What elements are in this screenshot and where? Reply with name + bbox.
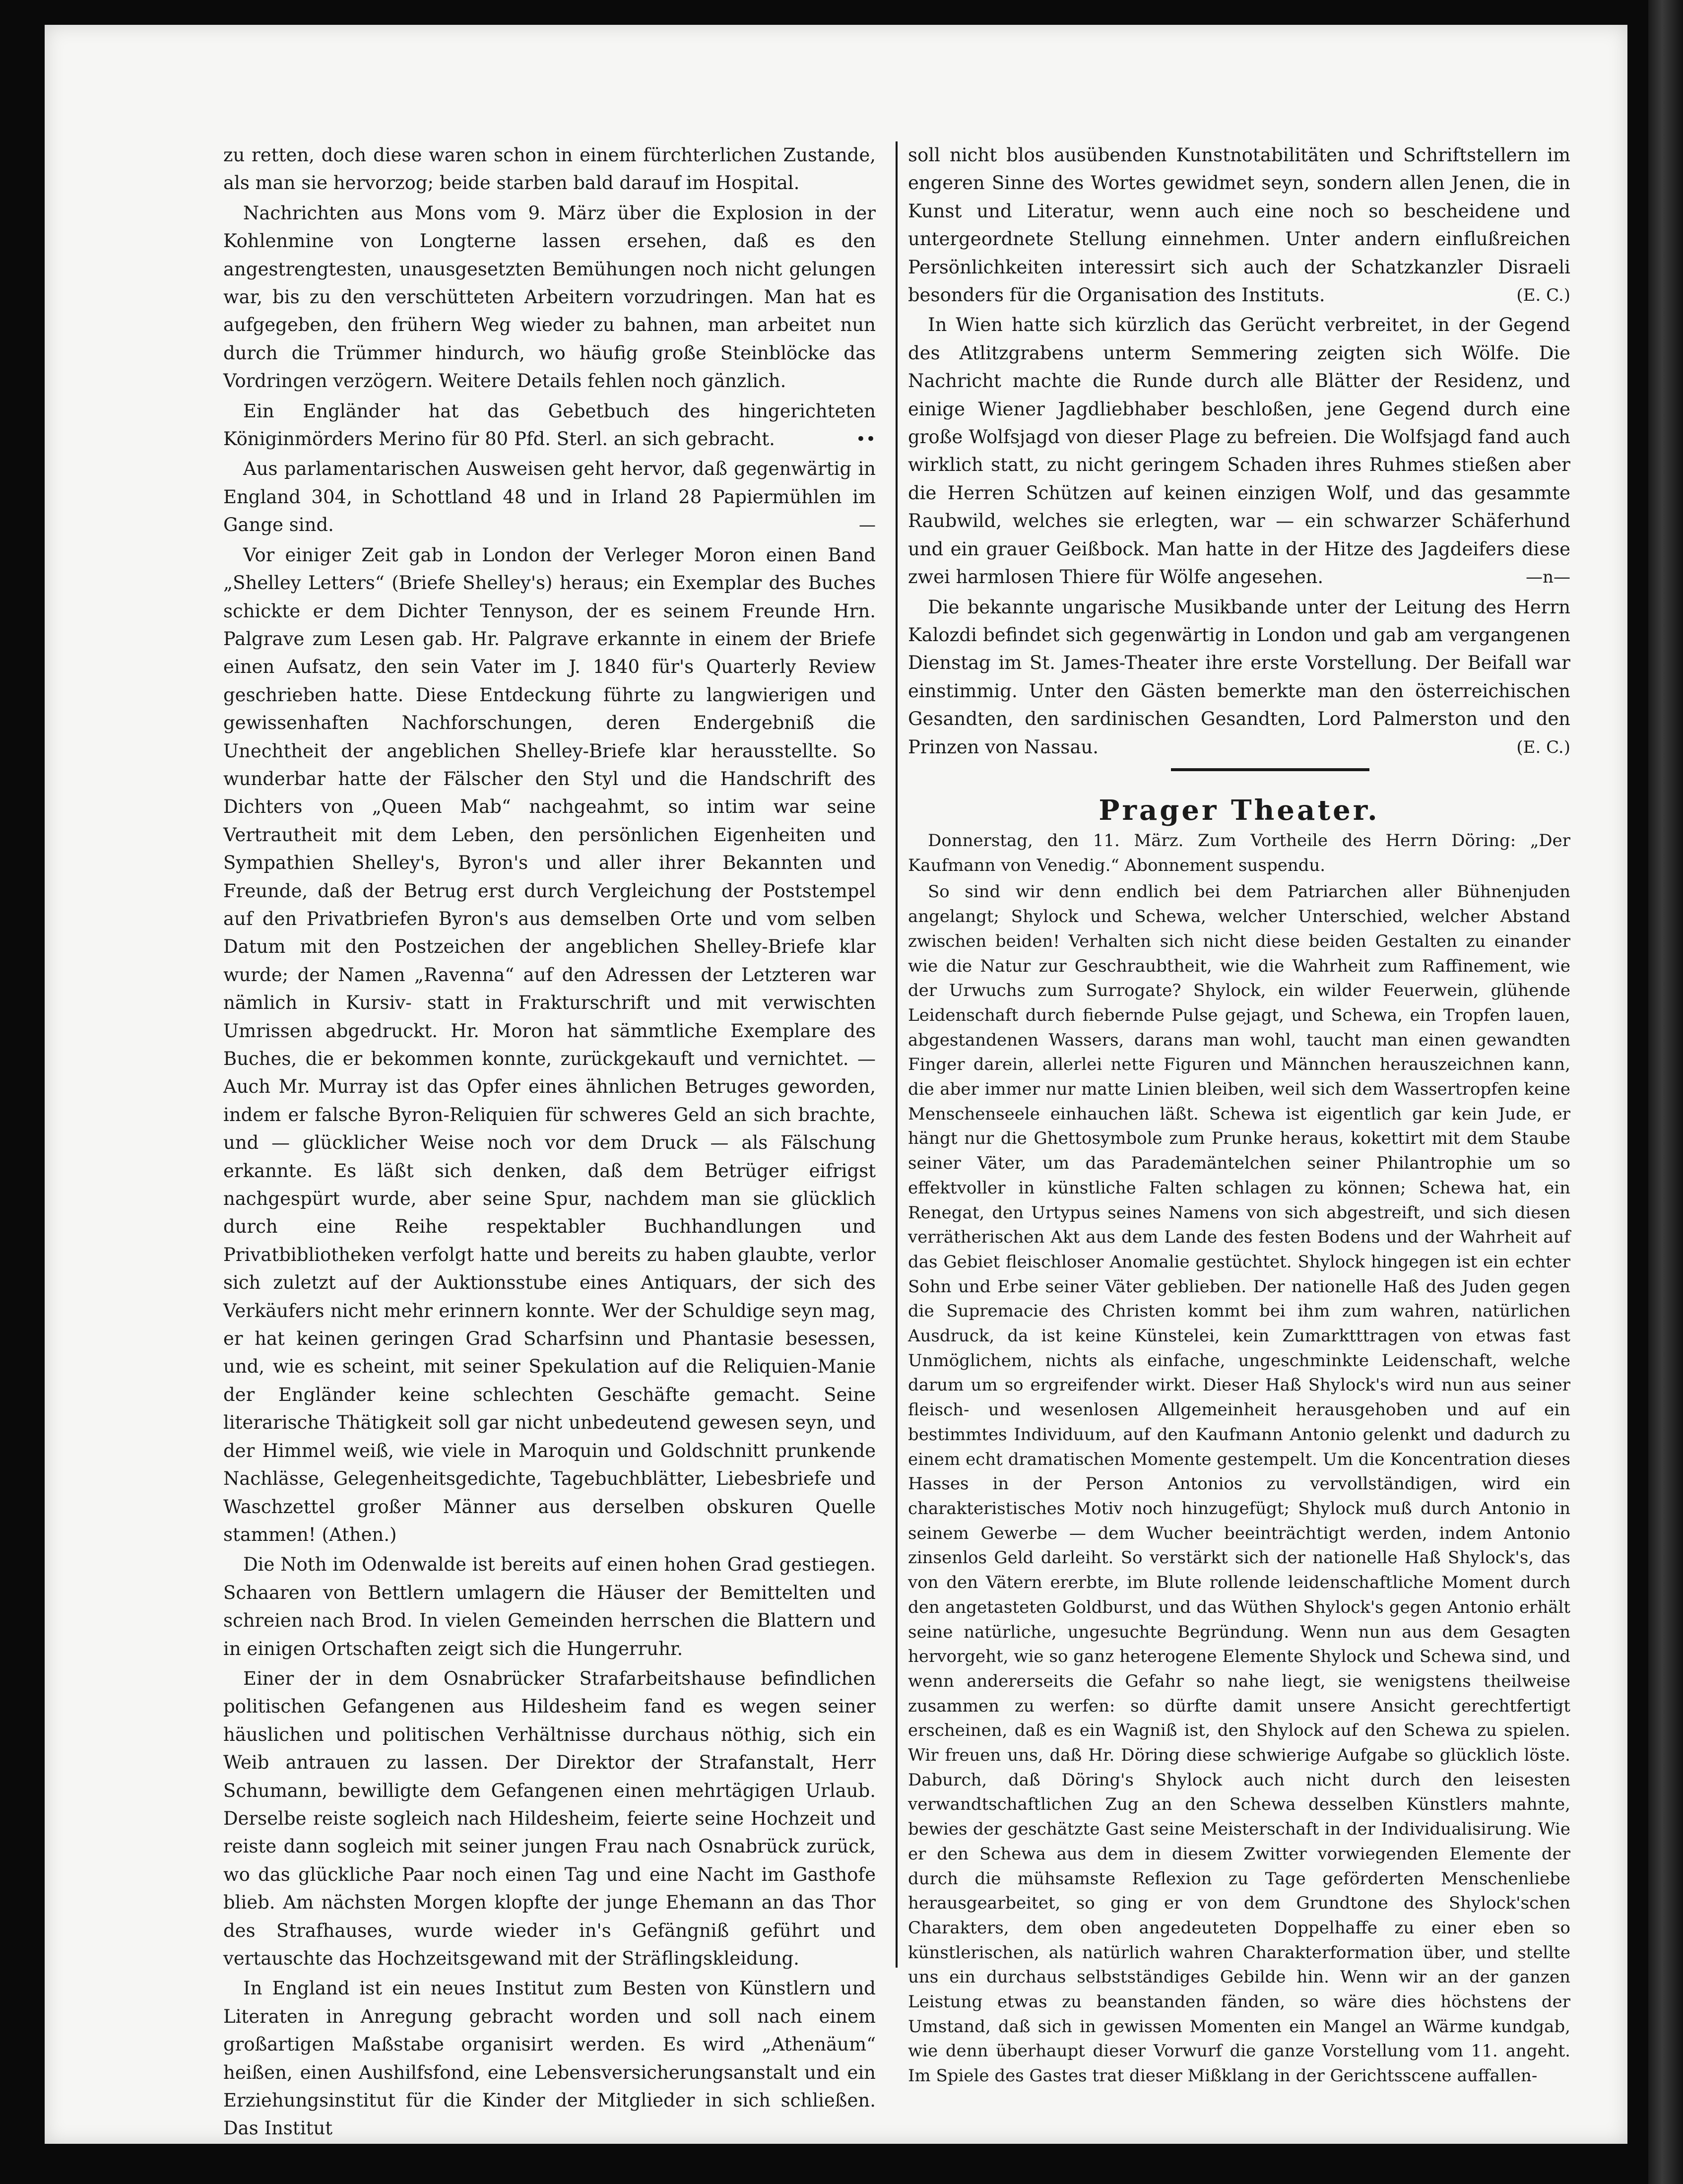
item-signature: — <box>859 515 876 535</box>
theater-intro: Donnerstag, den 11. März. Zum Vortheile des Herrn Döring: „Der Kaufmann von Venedig.“ Abonnement suspendu. <box>908 831 1570 875</box>
news-item-9: soll nicht blos ausübenden Kunstnotabilitäten und Schriftstellern im engeren Sinne des Wortes gewidmet seyn, sondern allen Jenen, die in Kunst und Literatur, wenn auch eine noch so bescheidene und untergeordnete Stellung einnehmen. Unter andern einflußreichen Persönlichkeiten interessirt sich auch der Schatzkanzler Disraeli besonders für die Organisation des Instituts. (E. C.) <box>908 141 1570 309</box>
item-signature: —n— <box>1526 567 1570 588</box>
news-item-2: Nachrichten aus Mons vom 9. März über die Explosion in der Kohlenmine von Longterne lassen ersehen, daß es den angestrengtesten, unausgesetzten Bemühungen noch nicht gelungen war, bis zu den verschütteten Arbeitern vorzudringen. Man hat es aufgegeben, den frühern Weg wieder zu bahnen, man arbeitet nun durch die Trümmer hindurch, wo häufig große Steinblöcke das Vordringen verzögern. Weitere Details fehlen noch gänzlich. <box>223 202 876 392</box>
left-column <box>223 141 876 2139</box>
news-item-1: zu retten, doch diese waren schon in einem fürchterlichen Zustande, als man sie hervorzog; beide starben bald darauf im Hospital. <box>223 144 876 194</box>
right-column-news <box>908 141 1570 767</box>
theater-body: So sind wir denn endlich bei dem Patriarchen aller Bühnenjuden angelangt; Shylock und Schewa, welcher Unterschied, welcher Abstand zwischen beiden! Verhalten sich nicht diese beiden Gestalten zu einander wie die Natur zur Geschraubtheit, wie die Wahrheit zum Raffinement, wie der Urwuchs zum Surrogate? Shylock, ein wilder Feuerwein, glühende Leidenschaft durch fiebernde Pulse gejagt, und Schewa, ein Tropfen lauen, abgestandenen Wassers, darans man wohl, taucht man einen gewandten Finger darein, allerlei nette Figuren und Männchen herauszeichnen kann, die aber immer nur matte Linien bleiben, weil sich dem Wassertropfen keine Menschenseele einhauchen läßt. Schewa ist eigentlich gar kein Jude, er hängt nur die Ghettosymbole zum Prunke heraus, kokettirt mit dem Staube seiner Väter, um das Parademäntelchen seiner Philantrophie um so effektvoller in künstliche Falten schlagen zu können; Schewa hat, ein Renegat, den Urtypus seines Namens von sich abgestreift, und sich diesen verrätherischen Akt aus dem Lande des festen Bodens und der Wahrheit auf das Gebiet fleischloser Anomalie gestüchtet. Shylock hingegen ist ein echter Sohn und Erbe seiner Väter geblieben. Der nationelle Haß des Juden gegen die Supremacie des Christen kommt bei ihm zum wahren, natürlichen Ausdruck, da ist keine Künstelei, kein Zumarktttragen von etwas fast Unmöglichem, nichts als einfache, ungeschminkte Leidenschaft, welche darum um so ergreifender wirkt. Dieser Haß Shylock's wird nun aus seiner fleisch- und wesenlosen Allgemeinheit herausgehoben und auf ein bestimmtes Individuum, auf den Kaufmann Antonio gelenkt und dadurch zu einem echt dramatischen Momente gestempelt. Um die Koncentration dieses Hasses in der Person Antonios zu vervollständigen, wird ein charakteristisches Motiv noch hinzugefügt; Shylock muß durch Antonio in seinem Gewerbe — dem Wucher beeinträchtigt werden, indem Antonio zinsenlos Geld darleiht. So verstärkt sich der nationelle Haß Shylock's, das von den Vätern ererbte, im Blute rollende leidenschaftliche Moment durch den angetasteten Goldburst, und das Wüthen Shylock's gegen Antonio erhält seine natürliche, ungesuchte Begründung. Wenn nun aus dem Gesagten hervorgeht, wie so ganz heterogene Elemente Shylock und Schewa sind, und wenn andererseits die Gefahr so nahe liegt, sie wenigstens theilweise zusammen zu werfen: so dürfte damit unsere Ansicht gerechtfertigt erscheinen, daß es ein Wagniß ist, den Shylock auf den Schewa zu spielen. Wir freuen uns, daß Hr. Döring diese schwierige Aufgabe so glücklich löste. Daburch, daß Döring's Shylock auch nicht durch den leisesten verwandtschaftlichen Zug an den Schewa desselben Künstlers mahnte, bewies der geschätzte Gast seine Meisterschaft in der Individualisirung. Wie er den Schewa aus dem in diesem Zwitter vorwiegenden Elemente der durch die mühsamste Reflexion zu Tage geförderten Menschenliebe herausgearbeitet, so ging er von dem Grundtone des Shylock'schen Charakters, dem oben angedeuteten Doppelhaffe zu einer eben so künstlerischen, als natürlich wahren Charakterformation über, und stellte uns ein durchaus selbstständiges Gebilde hin. Wenn wir an der ganzen Leistung etwas zu beanstanden fänden, so wäre dies höchstens der Umstand, daß sich in gewissen Momenten ein Mangel an Wärme kundgab, wie denn überhaupt dieser Vorwurf die ganze Vorstellung vom 11. angeht. Im Spiele des Gastes trat dieser Mißklang in der Gerichtsscene auffallen- <box>908 882 1570 2086</box>
item-signature: •• <box>855 429 876 450</box>
theater-heading: Prager Theater. <box>1099 794 1380 827</box>
section-rule <box>1171 768 1369 771</box>
news-item-6: Die Noth im Odenwalde ist bereits auf einen hohen Grad gestiegen. Schaaren von Bettlern umlagern die Häuser der Bemittelten und schreien nach Brod. In vielen Gemeinden herrschen die Blattern und in einigen Ortschaften zeigt sich die Hungerruhr. <box>223 1554 876 1659</box>
page-edge <box>1648 0 1683 2184</box>
news-item-3: Ein Engländer hat das Gebetbuch des hingerichteten Königinmörders Merino für 80 Pfd. Sterl. an sich gebracht. •• <box>223 397 876 454</box>
news-item-5: Vor einiger Zeit gab in London der Verleger Moron einen Band „Shelley Letters“ (Briefe Shelley's) heraus; ein Exemplar des Buches schickte er dem Dichter Tennyson, der es seinem Freunde Hrn. Palgrave zum Lesen gab. Hr. Palgrave erkannte in einem der Briefe einen Aufsatz, den sein Vater im J. 1840 für's Quarterly Review geschrieben hatte. Diese Entdeckung führte zu langwierigen und gewissenhaften Nachforschungen, deren Endergebniß die Unechtheit der angeblichen Shelley-Briefe klar herausstellte. So wunderbar hatte der Fälscher den Styl und die Handschrift des Dichters von „Queen Mab“ nachgeahmt, so intim war seine Vertrautheit mit dem Leben, den persönlichen Eigenheiten und Sympathien Shelley's, Byron's und aller ihrer Bekannten und Freunde, daß der Betrug erst durch Vergleichung der Poststempel auf den Privatbriefen Byron's aus demselben Orte und vom selben Datum mit den Postzeichen der angeblichen Shelley-Briefe klar wurde; der Namen „Ravenna“ auf den Adressen der Letzteren war nämlich in Kursiv- statt in Frakturschrift und mit verwischten Umrissen abgedruckt. Hr. Moron hat sämmtliche Exemplare des Buches, die er bekommen konnte, zurückgekauft und vernichtet. — Auch Mr. Murray ist das Opfer eines ähnlichen Betruges geworden, indem er falsche Byron-Reliquien für schweres Geld an sich brachte, und — glücklicher Weise noch vor dem Druck — als Fälschung erkannte. Es läßt sich denken, daß dem Betrüger eifrigst nachgespürt wurde, aber seine Spur, nachdem man sie glücklich durch eine Reihe respektabler Buchhandlungen und Privatbibliotheken verfolgt hatte und bereits zu haben glaubte, verlor sich zuletzt auf der Auktionsstube eines Antiquars, der sich des Verkäufers nicht mehr erinnern konnte. Wer der Schuldige seyn mag, er hat keinen geringen Grad Scharfsinn und Phantasie besessen, und, wie es scheint, mit seiner Spekulation auf die Reliquien-Manie der Engländer keine schlechten Geschäfte gemacht. Seine literarische Thätigkeit soll gar nicht unbedeutend gewesen seyn, und der Himmel weiß, wie viele in Maroquin und Goldschnitt prunkende Nachlässe, Gelegenheitsgedichte, Tagebuchblätter, Liebesbriefe und Waschzettel großer Männer aus derselben obskuren Quelle stammen! (Athen.) <box>223 544 876 1545</box>
theater-review <box>908 829 1570 2086</box>
item-signature: (E. C.) <box>1516 737 1570 757</box>
item-signature: (E. C.) <box>1516 285 1570 306</box>
news-item-8: In England ist ein neues Institut zum Besten von Künstlern und Literaten in Anregung gebracht worden und soll nach einem großartigen Maßstabe organisirt werden. Es wird „Athenäum“ heißen, einen Aushilfsfond, eine Lebensversicherungsanstalt und ein Erziehungsinstitut für die Kinder der Mitglieder in sich schließen. Das Institut <box>223 1978 876 2139</box>
news-item-10: In Wien hatte sich kürzlich das Gerücht verbreitet, in der Gegend des Atlitzgrabens unterm Semmering zeigten sich Wölfe. Die Nachricht machte die Runde durch alle Blätter der Residenz, und einige Wiener Jagdliebhaber beschloßen, jene Gegend durch eine große Wolfsjagd von dieser Plage zu befreien. Die Wolfsjagd fand auch wirklich statt, zu nicht geringem Schaden ihres Ruhmes stießen aber die Herren Schützen auf keinen einzigen Wolf, und das gesammte Raubwild, welches sie erlegten, war — ein schwarzer Schäferhund und ein grauer Geißbock. Man hatte in der Hitze des Jagdeifers diese zwei harmlosen Thiere für Wölfe angesehen. —n— <box>908 311 1570 591</box>
news-item-7: Einer der in dem Osnabrücker Strafarbeitshause befindlichen politischen Gefangenen aus Hildesheim fand es wegen seiner häuslichen und politischen Verhältnisse durchaus nöthig, sich ein Weib antrauen zu lassen. Der Direktor der Strafanstalt, Herr Schumann, bewilligte dem Gefangenen einen mehrtägigen Urlaub. Derselbe reiste sogleich nach Hildesheim, feierte seine Hochzeit und reiste dann sogleich mit seiner jungen Frau nach Osnabrück zurück, wo das glückliche Paar noch einen Tag und eine Nacht im Gasthofe blieb. Am nächsten Morgen klopfte der junge Ehemann an das Thor des Strafhauses, wurde wieder in's Gefängniß geführt und vertauschte das Hochzeitsgewand mit der Sträflingskleidung. <box>223 1667 876 1969</box>
column-divider <box>896 141 898 1968</box>
news-item-11: Die bekannte ungarische Musikbande unter der Leitung des Herrn Kalozdi befindet sich gegenwärtig in London und gab am vergangenen Dienstag im St. James-Theater ihre erste Vorstellung. Der Beifall war einstimmig. Unter den Gästen bemerkte man den österreichischen Gesandten, den sardinischen Gesandten, Lord Palmerston und den Prinzen von Nassau. (E. C.) <box>908 594 1570 761</box>
news-item-4: Aus parlamentarischen Ausweisen geht hervor, daß gegenwärtig in England 304, in Schottland 48 und in Irland 28 Papiermühlen im Gange sind. — <box>223 455 876 539</box>
